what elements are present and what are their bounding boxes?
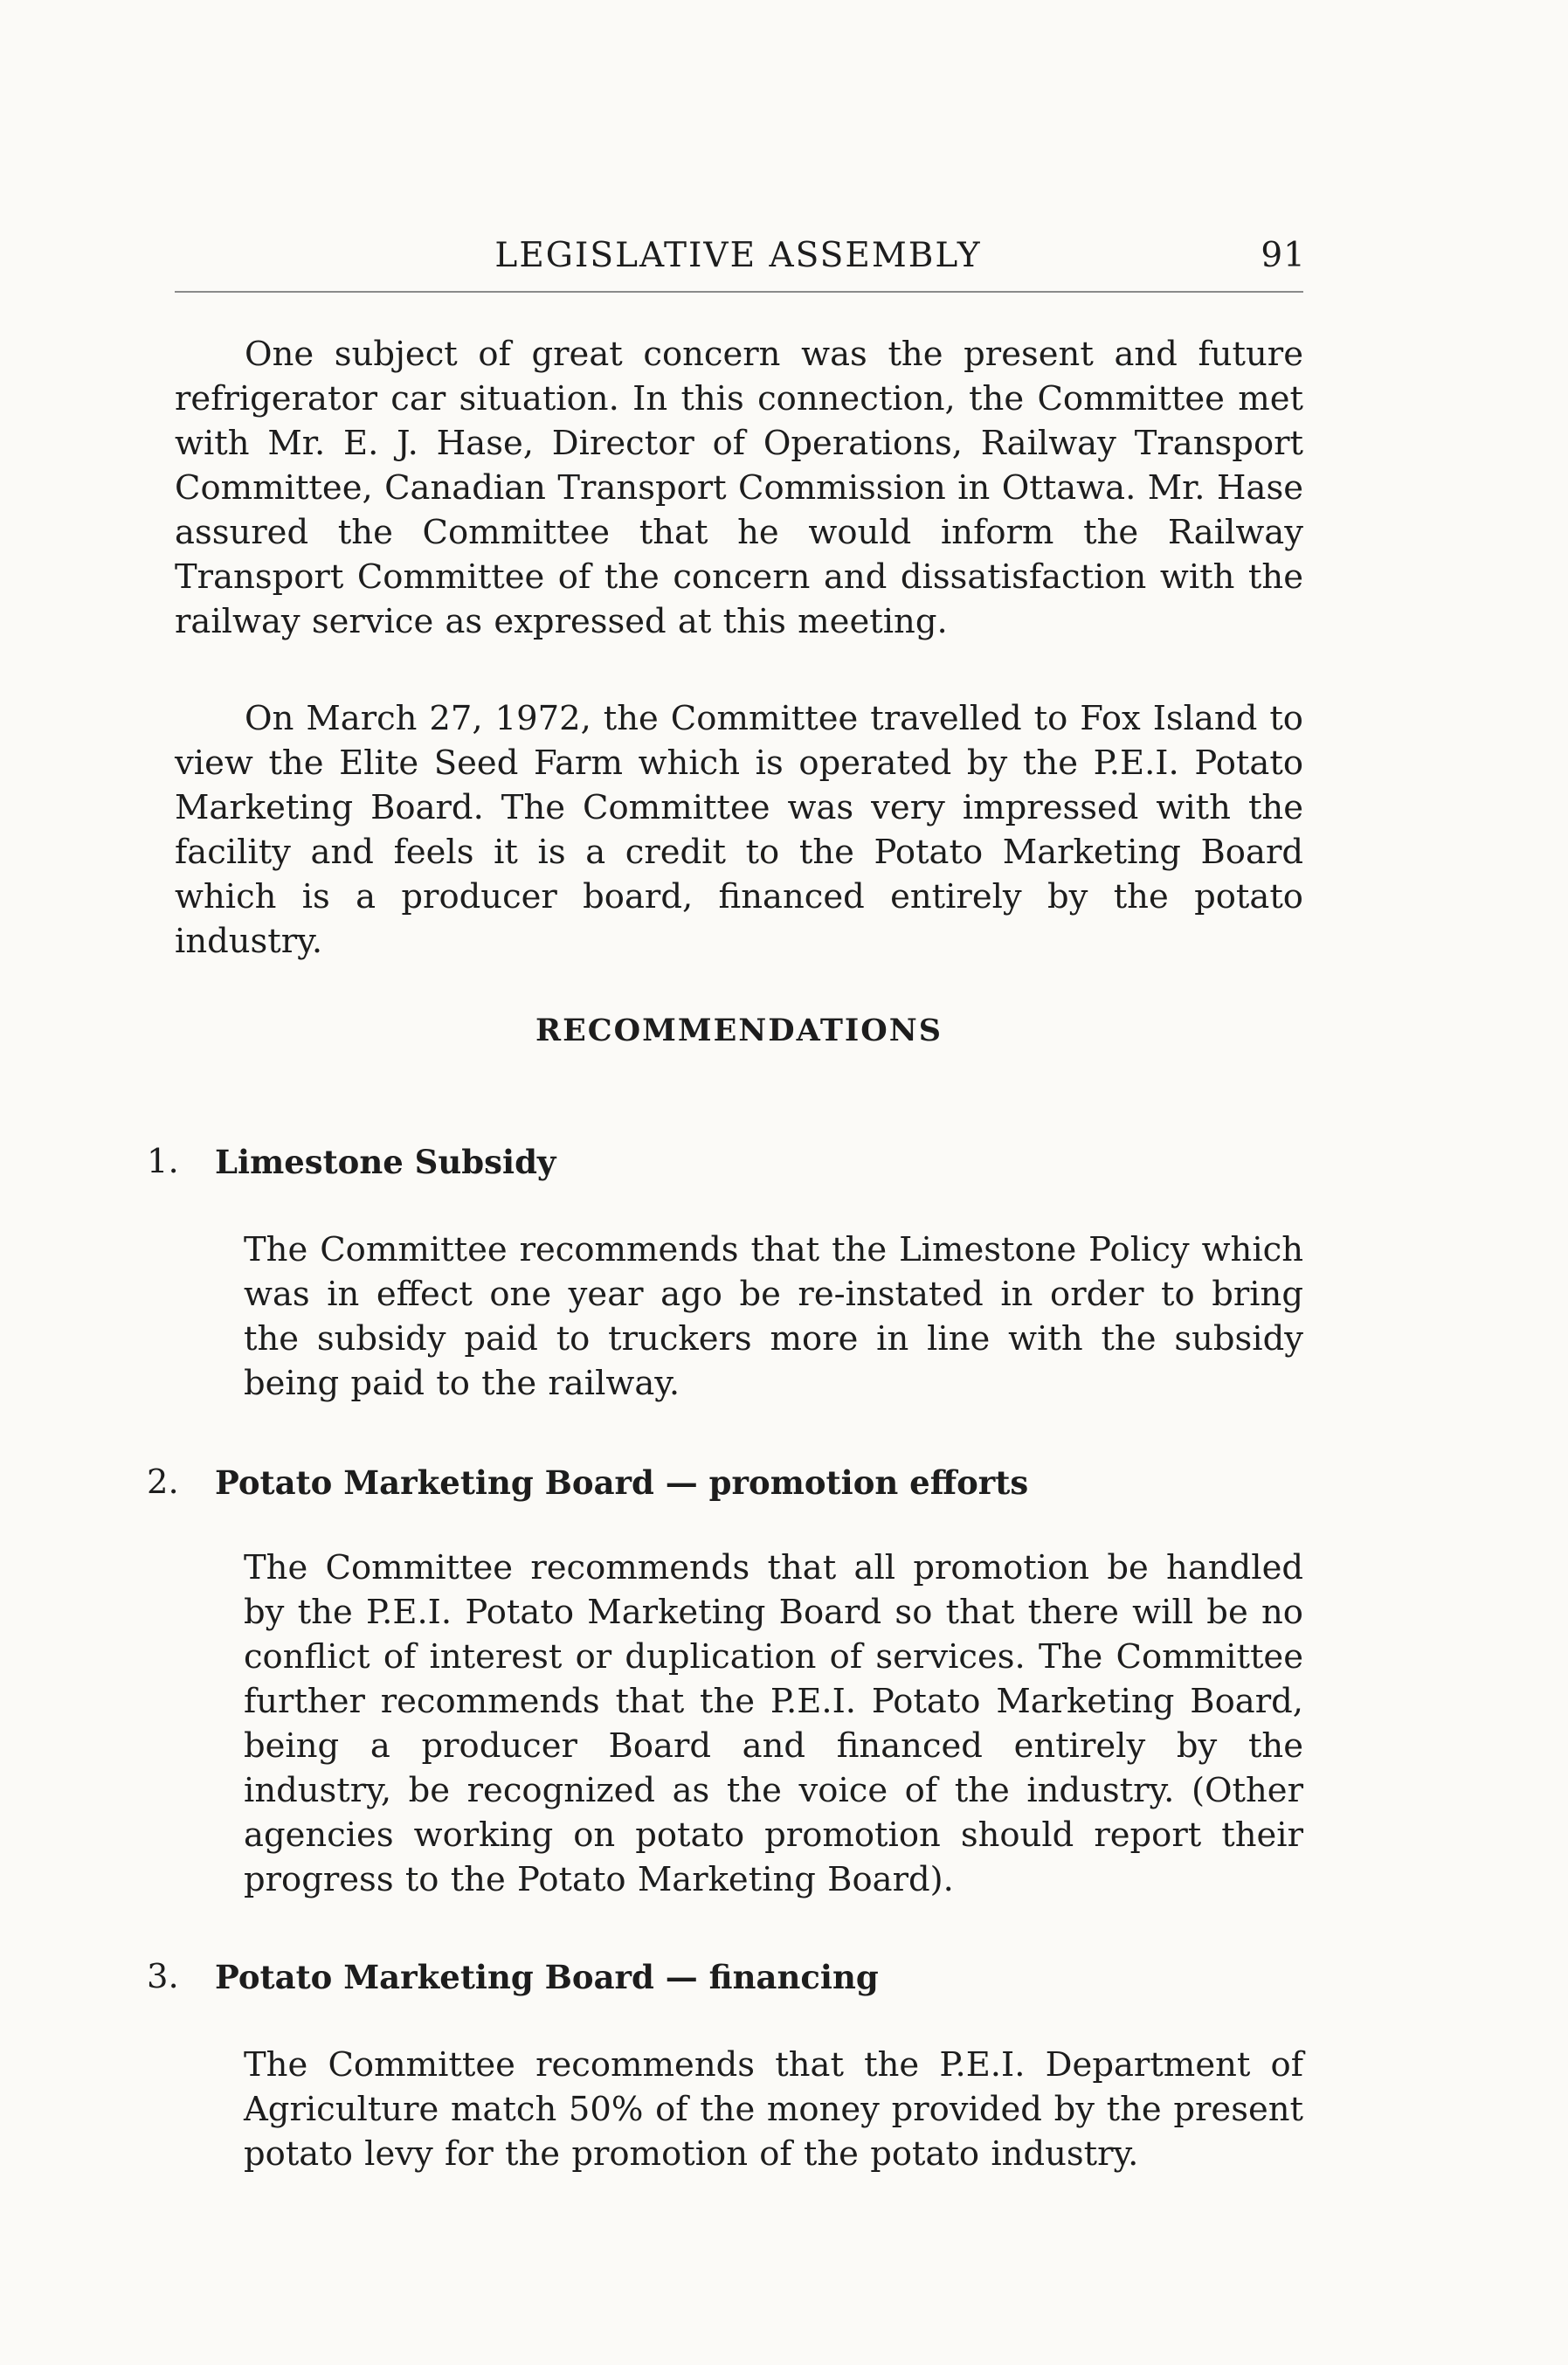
running-title: LEGISLATIVE ASSEMBLY [494, 236, 982, 275]
recommendation-body: The Committee recommends that the P.E.I. Department of Agriculture match 50% of the money provided by the present potato levy for the promotion of the potato industry. [244, 2045, 1303, 2174]
body-paragraph: On March 27, 1972, the Committee travelled to Fox Island to view the Elite Seed Farm which is operated by the P.E.I. Potato Marketing Board. The Committee was very impressed with the facility and feels it is a credit to the Potato Marketing Board which is a producer board, financed entirely by the potato industry. [175, 699, 1303, 961]
recommendation-number: 3. [147, 1957, 179, 1996]
recommendation-title: Limestone Subsidy [215, 1143, 556, 1181]
recommendation-number: 1. [147, 1142, 179, 1181]
recommendation-title: Potato Marketing Board — financing [215, 1958, 879, 1996]
header-divider [175, 291, 1303, 293]
recommendation-title: Potato Marketing Board — promotion efforts [215, 1463, 1029, 1502]
section-heading: RECOMMENDATIONS [535, 1013, 943, 1048]
page-number: 91 [1261, 236, 1306, 275]
recommendation-number: 2. [147, 1463, 179, 1502]
recommendation-body: The Committee recommends that all promotion be handled by the P.E.I. Potato Marketing Board so that there will be no conflict of interest or duplication of services. The Committee further recommends that the P.E.I. Potato Marketing Board, being a producer Board and financed entirely by the industry, be recognized as the voice of the industry. (Other agencies working on potato promotion should report their progress to the Potato Marketing Board). [244, 1548, 1303, 1899]
recommendation-body: The Committee recommends that the Limestone Policy which was in effect one year ago be re-instated in order to bring the subsidy paid to truckers more in line with the subsidy being paid to the railway. [244, 1230, 1303, 1403]
running-head [170, 230, 1306, 291]
body-paragraph: One subject of great concern was the present and future refrigerator car situation. In this connection, the Committee met with Mr. E. J. Hase, Director of Operations, Railway Transport Committee, Canadian Transport Commission in Ottawa. Mr. Hase assured the Committee that he would inform the Railway Transport Committee of the concern and dissatisfaction with the railway service as expressed at this meeting. [175, 335, 1303, 641]
